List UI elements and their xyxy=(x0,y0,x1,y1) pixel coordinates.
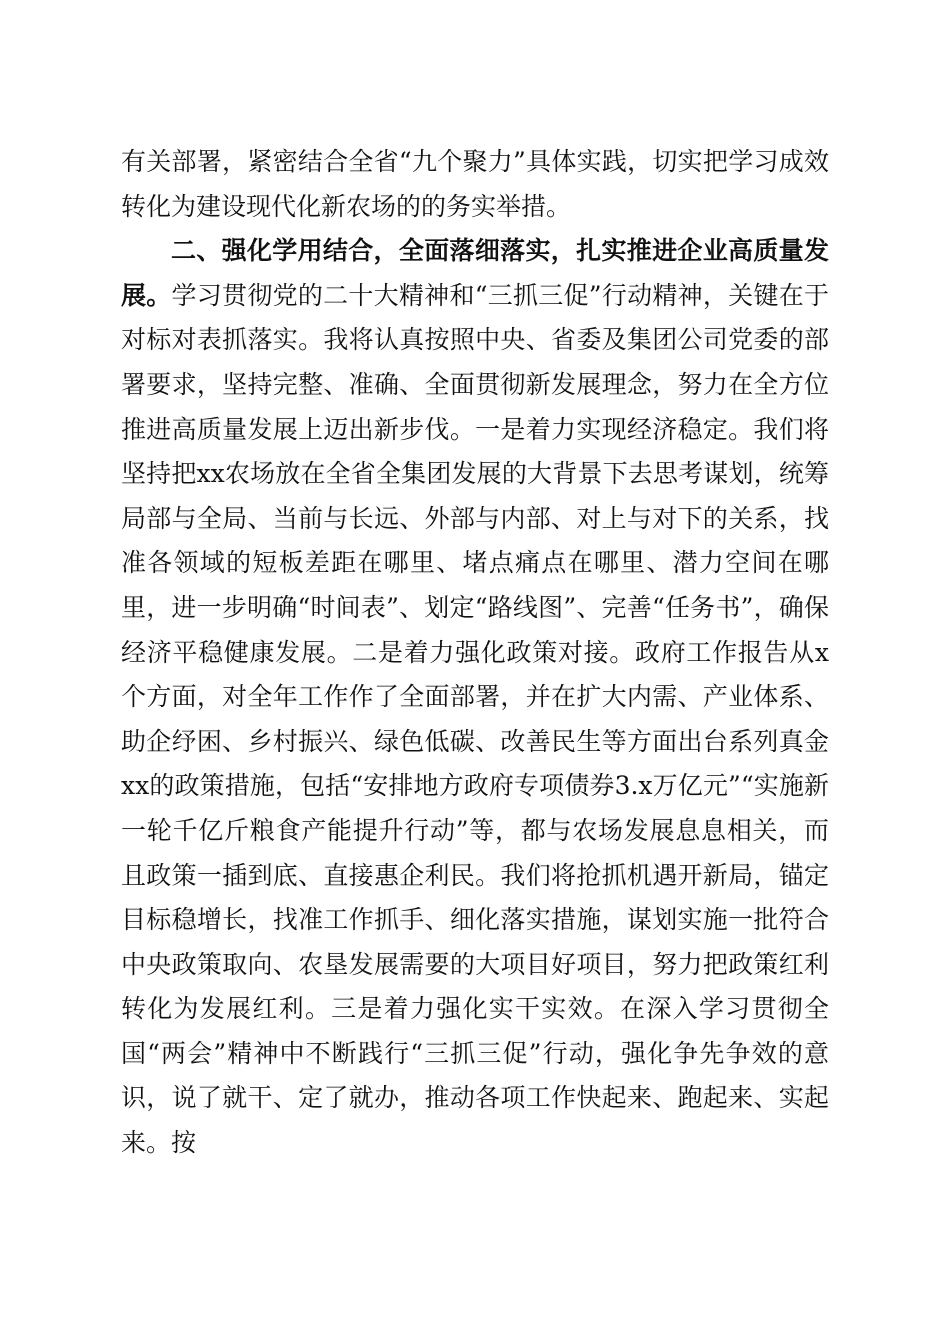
document-body xyxy=(121,140,829,1166)
section-body: 学习贯彻党的二十大精神和“三抓三促”行动精神，关键在于对标对表抓落实。我将认真按照中央、省委及集团公司党委的部署要求，坚持完整、准确、全面贯彻新发展理念，努力在全方位推进高质量发展上迈出新步伐。一是着力实现经济稳定。我们将坚持把xx农场放在全省全集团发展的大背景下去思考谋划，统筹局部与全局、当前与长远、外部与内部、对上与对下的关系，找准各领域的短板差距在哪里、堵点痛点在哪里、潜力空间在哪里，进一步明确“时间表”、划定“路线图”、完善“任务书”，确保经济平稳健康发展。二是着力强化政策对接。政府工作报告从x个方面，对全年工作作了全面部署，并在扩大内需、产业体系、助企纾困、乡村振兴、绿色低碳、改善民生等方面出台系列真金xx的政策措施，包括“安排地方政府专项债券3.x万亿元”“实施新一轮千亿斤粮食产能提升行动”等，都与农场发展息息相关，而且政策一插到底、直接惠企利民。我们将抢抓机遇开新局，锚定目标稳增长，找准工作抓手、细化落实措施，谋划实施一批符合中央政策取向、农垦发展需要的大项目好项目，努力把政策红利转化为发展红利。三是着力强化实干实效。在深入学习贯彻全国“两会”精神中不断践行“三抓三促”行动，强化争先争效的意识，说了就干、定了就办，推动各项工作快起来、跑起来、实起来。按 xyxy=(121,280,829,1158)
paragraph-continuation: 有关部署，紧密结合全省“九个聚力”具体实践，切实把学习成效转化为建设现代化新农场的的务实举措。 xyxy=(121,147,829,221)
section-heading: 二、强化学用结合，全面落细落实，扎实推进企业高质量发展。 xyxy=(121,236,829,310)
paragraph-section-two xyxy=(121,229,829,1165)
